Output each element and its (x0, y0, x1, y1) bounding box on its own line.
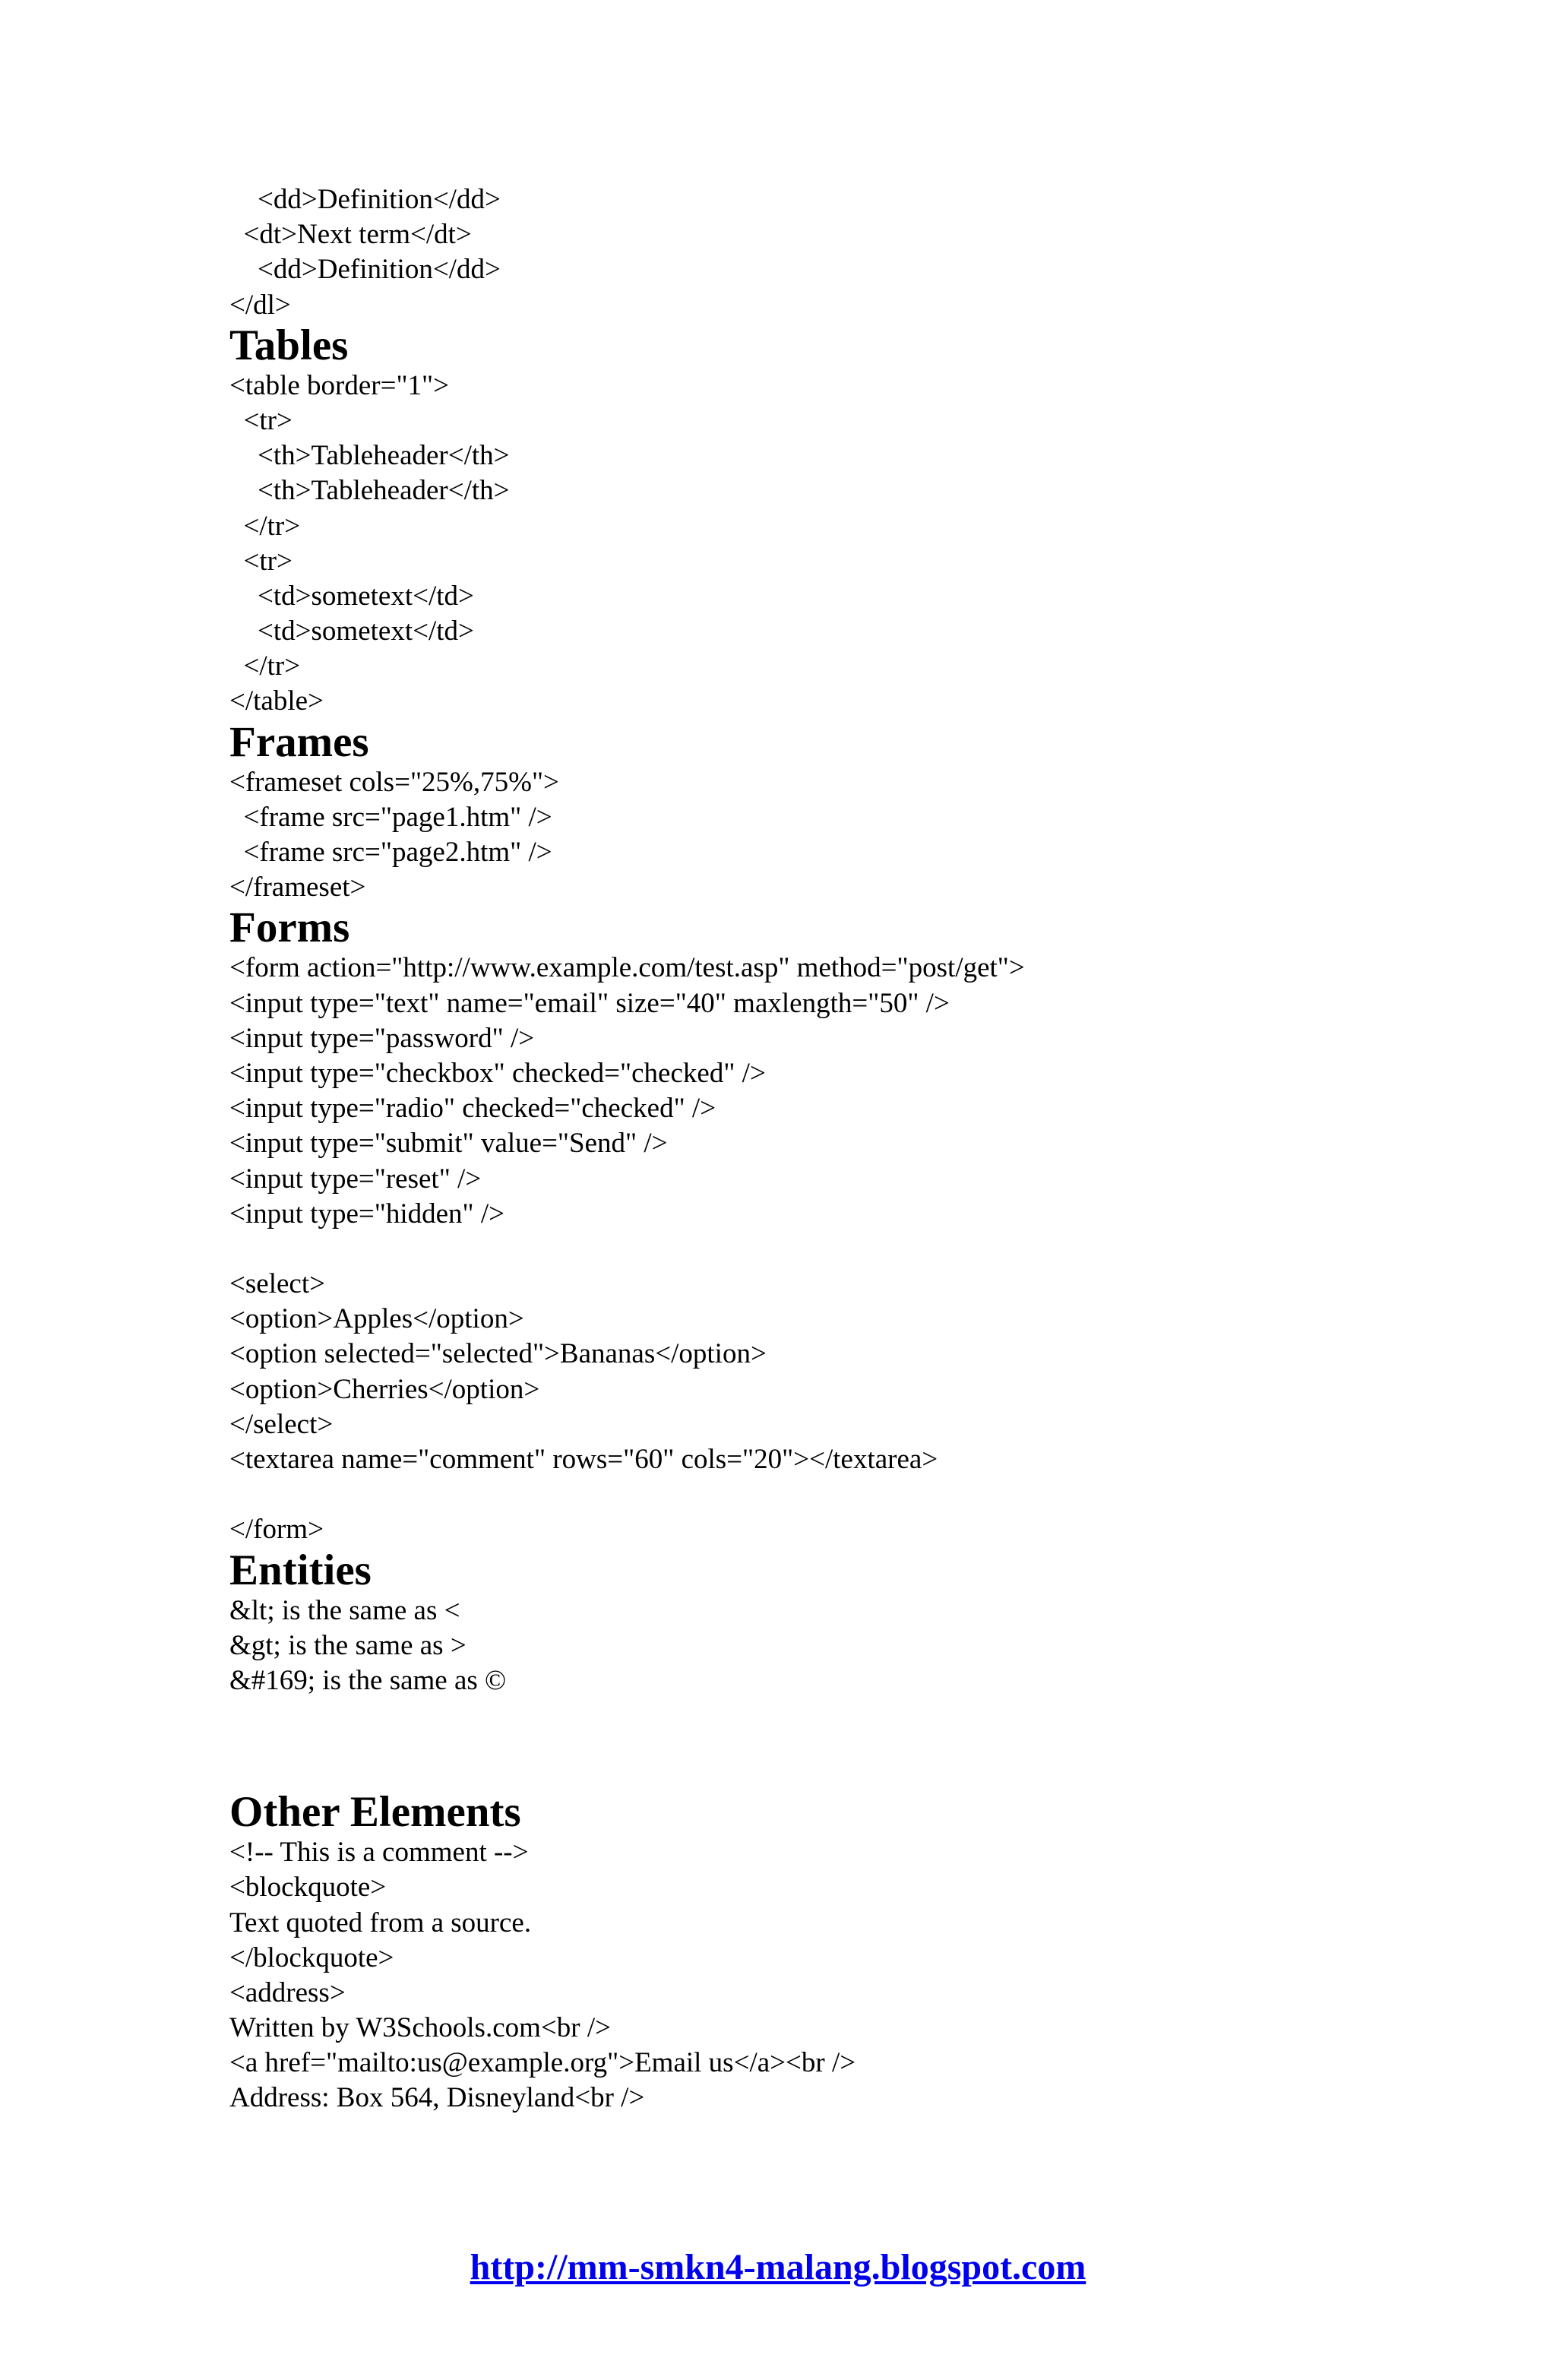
blank-line (229, 1477, 1445, 1512)
code-line: <dd>Definition</dd> (229, 254, 501, 286)
code-line: Written by W3Schools.com<br /> (229, 2012, 611, 2044)
section-heading-frames: Frames (229, 717, 369, 766)
definition-list-tail (229, 182, 1445, 323)
code-line: &#169; is the same as © (229, 1664, 507, 1696)
code-line: </blockquote> (229, 1942, 394, 1973)
code-line: <input type="radio" checked="checked" /> (229, 1093, 716, 1125)
code-line: </table> (229, 685, 324, 717)
code-line: <input type="checkbox" checked="checked" /> (229, 1057, 766, 1089)
code-line: <frame src="page1.htm" /> (229, 801, 552, 833)
section-heading-entities: Entities (229, 1546, 372, 1594)
section-entities (229, 1548, 1445, 1699)
section-heading-forms: Forms (229, 904, 350, 952)
section-heading-tables: Tables (229, 321, 349, 369)
code-line: <dt>Next term</dt> (229, 219, 472, 251)
code-line: <td>sometext</td> (229, 616, 474, 647)
footer-blog-link[interactable]: http://mm-smkn4-malang.blogspot.com (470, 2247, 1086, 2287)
code-line: <address> (229, 1976, 346, 2008)
code-line: <input type="submit" value="Send" /> (229, 1128, 668, 1160)
code-line: <form action="http://www.example.com/test.asp" method="post/get"> (229, 952, 1025, 984)
code-line: <th>Tableheader</th> (229, 475, 510, 507)
code-line: <input type="reset" /> (229, 1163, 482, 1195)
code-line: <input type="hidden" /> (229, 1198, 505, 1230)
code-line: <td>sometext</td> (229, 580, 474, 612)
code-line: <tr> (229, 545, 293, 577)
code-line: <frameset cols="25%,75%"> (229, 766, 559, 798)
section-tables (229, 323, 1445, 720)
section-frames (229, 717, 1445, 906)
code-line: </dl> (229, 289, 291, 321)
code-line: Text quoted from a source. (229, 1907, 532, 1938)
code-line: <input type="text" name="email" size="40" maxlength="50" /> (229, 987, 950, 1019)
code-line: </select> (229, 1408, 334, 1440)
section-forms (229, 905, 1445, 1547)
code-line: <table border="1"> (229, 369, 450, 401)
code-line: </frameset> (229, 872, 366, 904)
code-line: <option>Apples</option> (229, 1303, 524, 1335)
code-line: <option selected="selected">Bananas</option> (229, 1338, 767, 1370)
code-line: <select> (229, 1268, 325, 1300)
page-footer (0, 2246, 1556, 2288)
code-line: <th>Tableheader</th> (229, 440, 510, 472)
code-line: <tr> (229, 404, 293, 436)
blank-space (229, 1698, 1445, 1790)
code-line: <textarea name="comment" rows="60" cols="20"></textarea> (229, 1444, 938, 1475)
code-line: </tr> (229, 650, 301, 682)
code-line: <frame src="page2.htm" /> (229, 837, 552, 868)
section-heading-other-elements: Other Elements (229, 1788, 521, 1837)
code-line: &lt; is the same as < (229, 1594, 460, 1626)
blank-line (229, 1232, 1445, 1267)
document-content (229, 182, 1445, 2116)
code-line: <!-- This is a comment --> (229, 1837, 529, 1869)
code-line: Address: Box 564, Disneyland<br /> (229, 2082, 645, 2114)
code-line: </form> (229, 1514, 324, 1546)
code-line: &gt; is the same as > (229, 1629, 466, 1661)
code-line: </tr> (229, 510, 301, 542)
code-line: <input type="password" /> (229, 1022, 535, 1054)
section-other-elements (229, 1790, 1445, 2116)
code-line: <option>Cherries</option> (229, 1373, 540, 1405)
code-line: <blockquote> (229, 1872, 387, 1904)
code-line: <a href="mailto:us@example.org">Email us</a><br /> (229, 2047, 856, 2079)
code-line: <dd>Definition</dd> (229, 184, 501, 215)
